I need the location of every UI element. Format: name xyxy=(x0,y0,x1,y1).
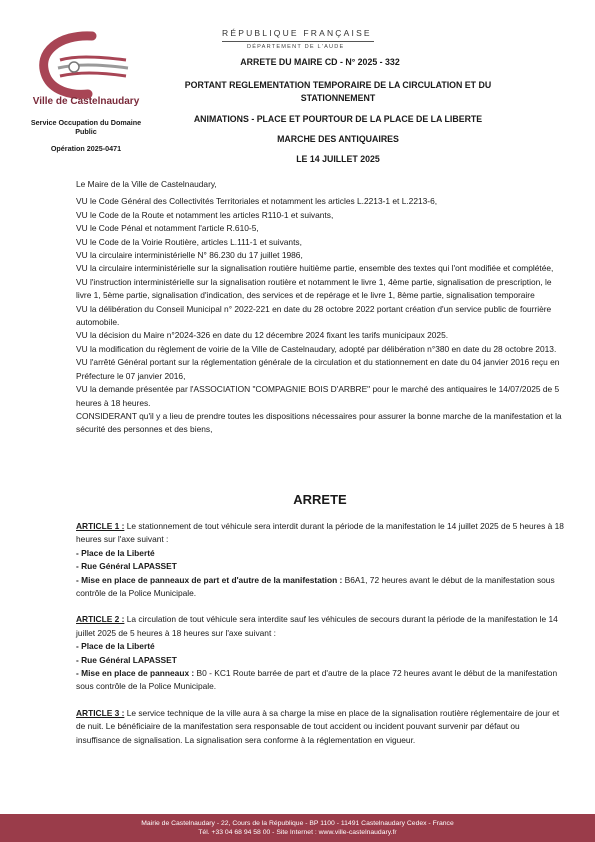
sign-label: - Mise en place de panneaux de part et d'autre de la manifestation : xyxy=(76,574,343,585)
article-2 xyxy=(76,613,566,693)
city-name: Ville de Castelnaudary xyxy=(32,96,140,107)
footer-contact: Tél. +33 04 68 94 58 00 - Site Internet : www.ville-castelnaudary.fr xyxy=(198,829,397,836)
article-sign xyxy=(76,574,566,601)
arrete-reference: ARRETE DU MAIRE CD - N° 2025 - 332 xyxy=(240,57,400,67)
vu-line: VU la circulaire interministérielle sur la signalisation routière huitième partie, ensemble des textes qui l'ont modifiée et complétée, xyxy=(76,263,554,274)
article-body: La circulation de tout véhicule sera interdite sauf les véhicules de secours durant la période de la manifestation le 14 juillet 2025 de 5 heures à 18 heures sur l'axe suivant : xyxy=(76,614,558,638)
vu-line: VU la modification du règlement de voirie de la Ville de Castelnaudary, adopté par délibération n°380 en date du 28 octobre 2013. xyxy=(76,343,557,354)
considerant-line: CONSIDERANT qu'il y a lieu de prendre toutes les dispositions nécessaires pour assurer la bonne marche de la manifestation et la sécurité des personnes et des biens, xyxy=(76,410,562,435)
republique-heading: RÉPUBLIQUE FRANÇAISE xyxy=(222,28,372,38)
vu-line: VU la demande présentée par l'ASSOCIATION "COMPAGNIE BOIS D'ARBRE" pour le marché des antiquaires le 14/07/2025 de 5 heures à 18 heures. xyxy=(76,384,560,408)
preamble xyxy=(76,178,566,437)
article-label: ARTICLE 1 : xyxy=(76,521,125,531)
vu-line: VU la décision du Maire n°2024-326 en date du 12 décembre 2024 fixant les tarifs municipaux 2025. xyxy=(76,330,449,341)
sign-text: B0 - KC1 Route barrée de part et d'autre de la place 72 heures avant le début de la manifestation sous contrôle de la Police Municipale. xyxy=(76,668,558,692)
article-sign xyxy=(76,667,566,694)
vu-line: VU l'arrêté Général portant sur la réglementation générale de la circulation et du stationnement en date du 04 janvier 2016 reçu en Préfecture le 07 janvier 2016, xyxy=(76,357,560,381)
article-text xyxy=(76,520,566,547)
arrete-subject: PORTANT REGLEMENTATION TEMPORAIRE DE LA CIRCULATION ET DU STATIONNEMENT xyxy=(184,80,492,103)
footer-bar xyxy=(0,814,595,842)
vu-line: VU le Code de la Voirie Routière, articles L.111-1 et suivants, xyxy=(76,236,302,247)
article-item: - Rue Général LAPASSET xyxy=(76,654,177,665)
sign-text: B6A1, 72 heures avant le début de la manifestation sous contrôle de la Police Municipale. xyxy=(76,574,555,599)
vu-line: VU le Code Général des Collectivités Territoriales et notamment les articles L.2213-1 et L.2213-6, xyxy=(76,196,438,207)
heading-rule xyxy=(222,41,374,42)
preamble-intro: Le Maire de la Ville de Castelnaudary, xyxy=(76,179,217,189)
vu-line: VU l'instruction interministérielle sur la signalisation routière et notamment le livre 1, 4ème partie, signalisation de prescription, le livre 1, 5ème partie, signalisation d'indication, des services et de repérage et le livre 1, 8ème partie, signalisation temporaire xyxy=(76,276,552,301)
footer-address: Mairie de Castelnaudary - 22, Cours de la République - BP 1100 - 11491 Castelnaudary Cedex - France xyxy=(141,820,454,827)
vu-line: VU la délibération du Conseil Municipal n° 2022-221 en date du 28 octobre 2022 portant création d'un service public de fourrière automobile. xyxy=(76,303,552,328)
sign-label: - Mise en place de panneaux : xyxy=(76,668,195,679)
article-body: Le service technique de la ville aura à sa charge la mise en place de la signalisation routière réglementaire de jour et de nuit. Le bénéficiaire de la manifestation sera responsable de tout accident ou incident pouvant survenir par défaut ou insuffisance de signalisation. La signalisation sera conforme à la réglementation en vigueur. xyxy=(76,707,560,745)
article-3 xyxy=(76,707,566,747)
article-1 xyxy=(76,520,566,600)
vu-line: VU le Code de la Route et notamment les articles R110-1 et suivants, xyxy=(76,209,334,220)
departement-label: DÉPARTEMENT DE L'AUDE xyxy=(247,44,345,50)
animations-title: ANIMATIONS - PLACE ET POURTOUR DE LA PLACE DE LA LIBERTE xyxy=(193,114,483,124)
article-item: - Rue Général LAPASSET xyxy=(76,561,177,572)
event-title: MARCHE DES ANTIQUAIRES xyxy=(277,134,399,144)
arrete-heading: ARRETE xyxy=(293,492,347,507)
article-item: - Place de la Liberté xyxy=(76,547,155,558)
vu-line: VU la circulaire interministérielle N° 86.230 du 17 juillet 1986, xyxy=(76,250,303,261)
service-label: Service Occupation du Domaine Public xyxy=(30,118,142,136)
article-label: ARTICLE 2 : xyxy=(76,614,125,625)
operation-number: Opération 2025-0471 xyxy=(50,144,122,153)
article-text xyxy=(76,707,566,747)
article-item: - Place de la Liberté xyxy=(76,641,155,652)
article-label: ARTICLE 3 : xyxy=(76,707,125,718)
vu-line: VU le Code Pénal et notamment l'article R.610-5, xyxy=(76,223,259,234)
articles xyxy=(76,520,566,747)
castelnaudary-logo-icon xyxy=(30,30,140,100)
event-date: LE 14 JUILLET 2025 xyxy=(296,154,380,164)
article-text xyxy=(76,613,566,640)
article-body: Le stationnement de tout véhicule sera interdit durant la période de la manifestation le 14 juillet 2025 de 5 heures à 18 heures sur l'axe suivant : xyxy=(76,521,564,545)
